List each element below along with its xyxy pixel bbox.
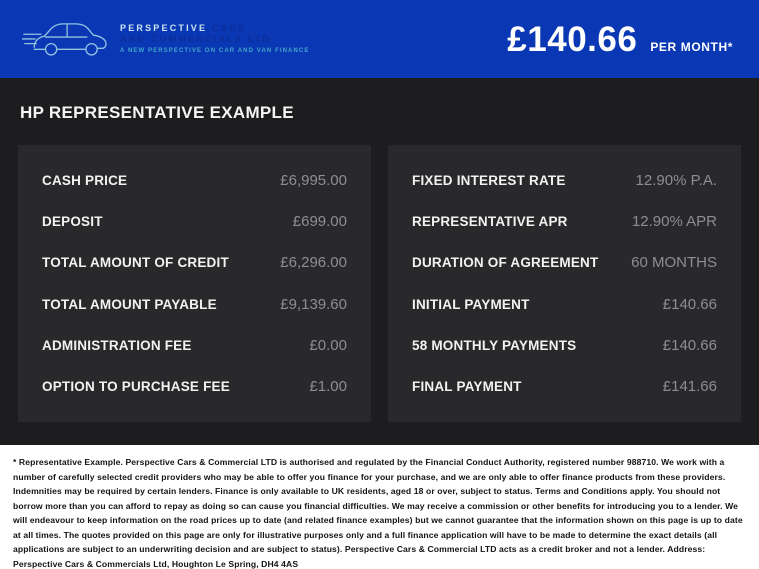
finance-row-label: 58 MONTHLY PAYMENTS — [412, 337, 577, 353]
logo-name-primary: PERSPECTIVE — [120, 22, 208, 33]
finance-panels — [0, 145, 759, 422]
finance-row-value: £1.00 — [309, 378, 347, 396]
finance-row-label: TOTAL AMOUNT OF CREDIT — [42, 255, 229, 271]
logo-name-line2: AND COMMERCIALS LTD — [120, 33, 272, 44]
finance-row — [412, 366, 717, 407]
finance-row-label: FINAL PAYMENT — [412, 379, 522, 395]
finance-row-value: £0.00 — [309, 336, 347, 354]
finance-panel-right — [388, 145, 741, 422]
legal-disclaimer: * Representative Example. Perspective Cars & Commercial LTD is authorised and regulated by the Financial Conduct Authority, registered number 988710. We work with a number of carefully selected credit providers who may be able to offer you finance for your purchase, and we are only able to offer finance products from these providers. Indemnities may be required by certain lenders. Finance is only available to UK residents, aged 18 or over, subject to status. Terms and Conditions apply. You should not borrow more than you can afford to repay as doing so can cause you financial difficulties. We may receive a commission or other benefits for introducing you to a lender. We will endeavour to keep information on the road prices up to date (and related finance examples) but we cannot guarantee that the information shown on this page is up to date at all times. The quotes provided on this page are only for illustrative purposes only and a full finance application will have to be made to determine the exact details (all applications are subject to an underwriting decision and are subject to status). Perspective Cars & Commercial LTD acts as a credit broker and not a lender. Address: Perspective Cars & Commercials Ltd, Houghton Le Spring, DH4 4AS — [0, 445, 759, 569]
finance-row — [42, 201, 347, 242]
finance-row — [42, 284, 347, 325]
finance-row-label: CASH PRICE — [42, 173, 128, 189]
finance-row-value: £699.00 — [292, 213, 347, 231]
dealer-logo — [22, 11, 309, 68]
logo-name-secondary: CARS — [211, 22, 247, 33]
finance-row-value: £141.66 — [662, 378, 717, 396]
finance-row-value: £9,139.60 — [280, 295, 347, 313]
finance-row-value: 12.90% P.A. — [635, 172, 717, 190]
finance-row-value: £6,296.00 — [280, 254, 347, 272]
dealer-logo-text — [120, 23, 309, 56]
car-outline-icon — [22, 13, 116, 68]
finance-row-label: INITIAL PAYMENT — [412, 296, 530, 312]
finance-row-label: TOTAL AMOUNT PAYABLE — [42, 296, 217, 312]
finance-row-label: DURATION OF AGREEMENT — [412, 255, 599, 271]
finance-row-value: £6,995.00 — [280, 172, 347, 190]
finance-row-label: REPRESENTATIVE APR — [412, 214, 568, 230]
finance-row — [412, 160, 717, 201]
logo-name-line1 — [120, 23, 309, 34]
finance-row-label: ADMINISTRATION FEE — [42, 337, 192, 353]
monthly-price — [507, 19, 733, 59]
monthly-price-amount: £140.66 — [507, 19, 638, 59]
logo-tagline: A NEW PERSPECTIVE ON CAR AND VAN FINANCE — [120, 48, 310, 54]
finance-row — [412, 284, 717, 325]
header-bar — [0, 0, 759, 78]
finance-panel-left — [18, 145, 371, 422]
page-title: HP REPRESENTATIVE EXAMPLE — [20, 103, 294, 122]
finance-row-label: FIXED INTEREST RATE — [412, 173, 566, 189]
finance-row-value: £140.66 — [662, 295, 717, 313]
finance-row-value: £140.66 — [662, 336, 717, 354]
finance-row — [42, 160, 347, 201]
finance-row-label: OPTION TO PURCHASE FEE — [42, 379, 230, 395]
finance-row-label: DEPOSIT — [42, 214, 103, 230]
finance-row — [42, 242, 347, 283]
finance-row-value: 12.90% APR — [631, 213, 717, 231]
monthly-price-suffix: PER MONTH* — [650, 39, 733, 54]
finance-row — [42, 325, 347, 366]
finance-row — [412, 242, 717, 283]
finance-row-value: 60 MONTHS — [631, 254, 717, 272]
finance-row — [412, 201, 717, 242]
finance-row — [42, 366, 347, 407]
finance-row — [412, 325, 717, 366]
